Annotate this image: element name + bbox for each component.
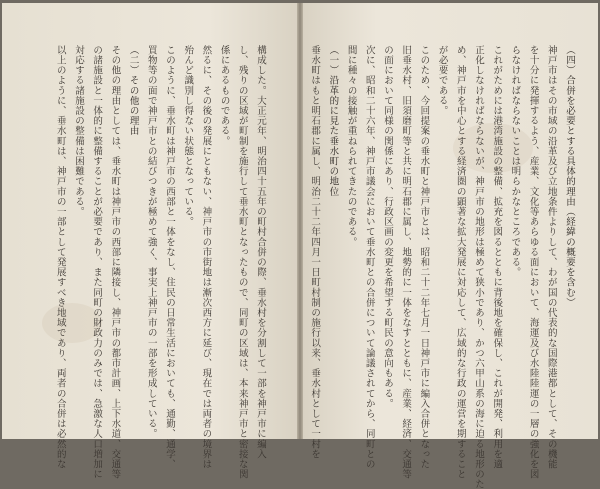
text-line: 構成した。大正元年、明治四十五年の町村合併の際、垂水村を分割して一部を神戸市に編入 [255,45,266,460]
text-line: その他の理由としては、垂水町は神戸市の西部に隣接し、神戸市の都市計画、上下水道、交通等 [109,45,121,480]
text-line: の諸施設と一体的に整備することが必要であり、また同町の財政力のみでは、急激な人口増加に [91,45,103,480]
left-page [2,3,297,480]
left-page-text [16,45,269,480]
text-line: の面において同様の関係にあり、行政区画の変更を希望する町民の意向もある。 [381,45,393,409]
text-line: これがためには港湾施設の整備、拡充を図るとともに背後地を確保し、これが開発、利用を適 [491,45,503,470]
document-spread [2,3,598,489]
section-heading: （四）合併を必要とする具体的理由（経緯の概要を含む） [564,45,575,308]
text-line: 以上のように、垂水町は、神戸市の一部として発展すべき地域であり、両者の合併は必然的な [54,45,66,470]
text-line: め、神戸市を中心とする経済圏の顕著な拡大発展に対応して、広域的な行政の運営を期すること [454,45,466,480]
right-page-text [309,45,578,489]
text-line: 正化しなければならないが、神戸市の地形は極めて狭小であり、かつ六甲山系の海に迫る地形のた [472,45,484,489]
text-line: らなければならないことは明らかなところである。 [509,45,521,278]
text-line: このように、垂水町は神戸市の西部と一体をなし、住民の日常生活においても、通勤、通学、 [163,45,175,470]
text-line: を十分に発揮するよう、産業、文化等あらゆる面において、海運及び水陸陸運の一層の強化を図 [527,45,539,480]
right-page [303,3,598,489]
text-line: し、残りの区域が町制を施行して垂水町となったもので、同町の区域は、本来神戸市と密接な関 [236,45,248,480]
text-line: 垂水町はもと明石郡に属し、明治二十二年四月一日町村制の施行以来、垂水村として一村を [309,45,321,460]
section-heading: （二）その他の理由 [127,45,139,136]
text-line: このため、今回提案の垂水町と神戸市とは、昭和二十二年七月一日神戸市に編入合併となった [418,45,430,470]
text-line: 神戸市はその市域の沿革及び立地条件よりして、わが国の代表的な国際港都として、その機能 [545,45,557,470]
text-line: 然るに、その後の発展にともない、神戸市の市街地は漸次西方に延び、現在では両者の境界は [200,45,212,470]
text-line: 係にあるものである。 [218,45,230,146]
text-line: 対応する諸施設の整備は困難である。 [72,45,84,217]
section-heading: （一）沿革的に見た垂水町の地位 [327,45,339,197]
text-line: 殆んど識別し得ない状態となっている。 [182,45,194,227]
text-line: が必要である。 [436,45,448,116]
text-line: 間に種々の接触が重ねられてきたのである。 [345,45,357,247]
text-line: 買物等の面で神戸市との結びつきが極めて強く、事実上神戸市の一部を形成している。 [145,45,157,439]
text-line: 旧垂水村、旧須磨町等と共に明石郡に属し、地勢的に一体をなすとともに、産業、経済、交通等 [400,45,412,480]
text-line: 次に、昭和二十六年、神戸市議会において垂水町との合併について論議されてから、同町との [363,45,375,470]
